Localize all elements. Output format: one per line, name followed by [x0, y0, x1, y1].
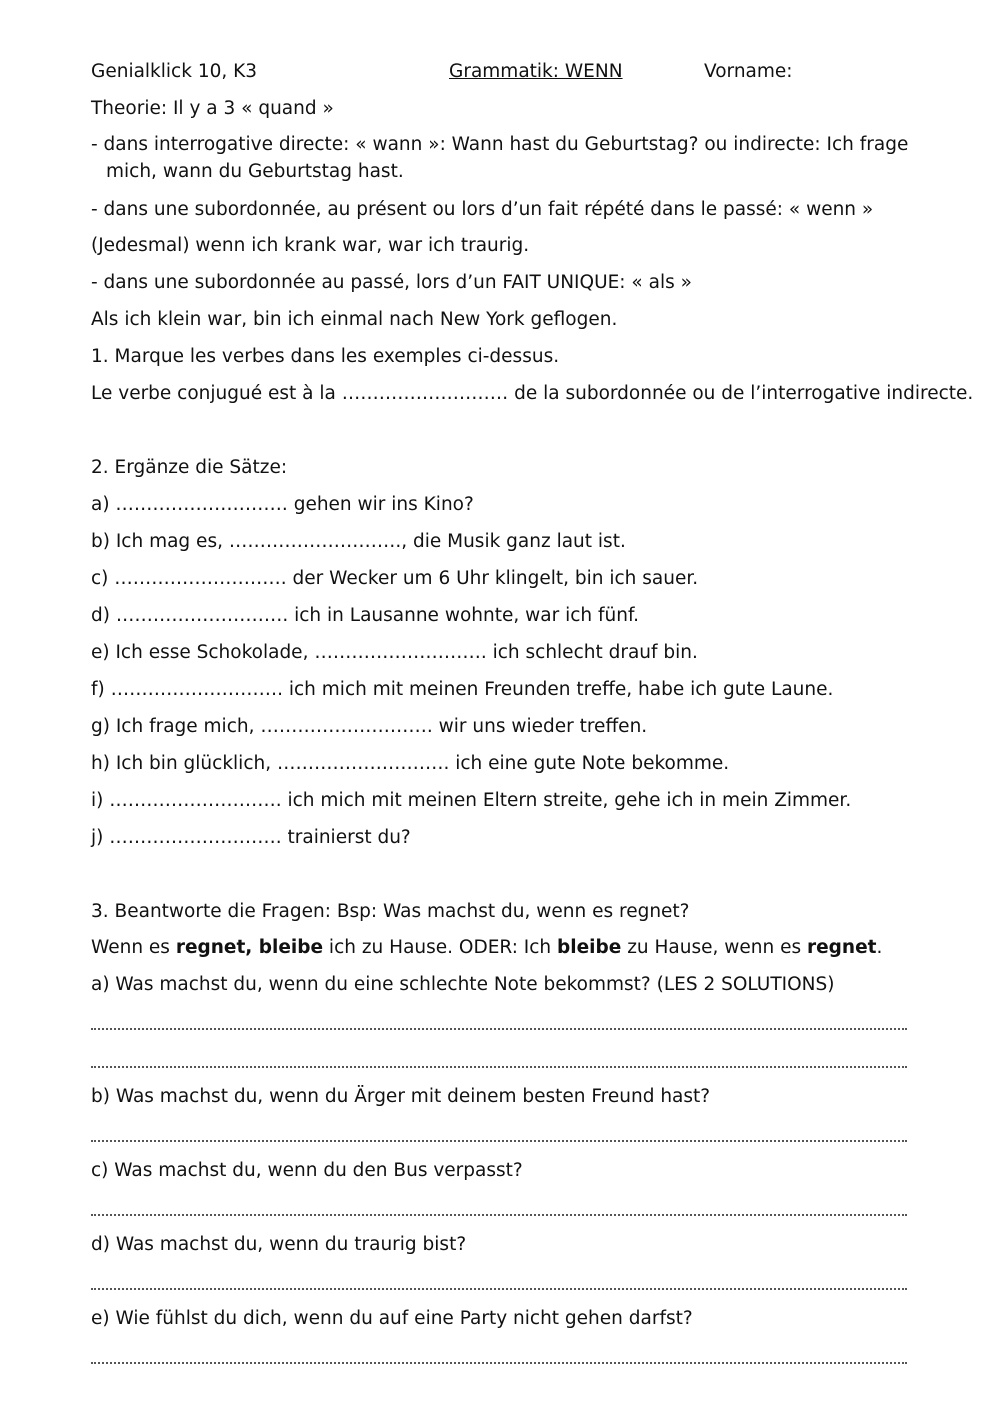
exercise-2-item: a) ………………………. gehen wir ins Kino?: [91, 494, 474, 515]
exercise-2-item: f) ………………………. ich mich mit meinen Freunden treffe, habe ich gute Laune.: [91, 679, 834, 700]
exercise-2-item: g) Ich frage mich, ………………………. wir uns wieder treffen.: [91, 716, 648, 737]
theory-rule-2: - dans une subordonnée, au présent ou lors d’un fait répété dans le passé: « wenn »: [91, 199, 874, 220]
exercise-2-item: c) ………………………. der Wecker um 6 Uhr klingelt, bin ich sauer.: [91, 568, 699, 589]
example-text: Wenn es: [91, 937, 176, 958]
theory-rule-2-example: (Jedesmal) wenn ich krank war, war ich traurig.: [91, 235, 530, 256]
exercise-3-question-e: e) Wie fühlst du dich, wenn du auf eine Party nicht gehen darfst?: [91, 1308, 693, 1329]
answer-line[interactable]: [91, 1214, 907, 1216]
exercise-2-title: 2. Ergänze die Sätze:: [91, 457, 288, 478]
example-bold-verb: regnet: [807, 937, 877, 958]
exercise-2-item: b) Ich mag es, ………………………., die Musik ganz laut ist.: [91, 531, 626, 552]
example-bold-verb: bleibe: [557, 937, 622, 958]
answer-line[interactable]: [91, 1066, 907, 1068]
answer-line[interactable]: [91, 1362, 907, 1364]
exercise-1-title: 1. Marque les verbes dans les exemples ci-dessus.: [91, 346, 560, 367]
exercise-2-item: h) Ich bin glücklich, ………………………. ich eine gute Note bekomme.: [91, 753, 730, 774]
header-course: Genialklick 10, K3: [91, 61, 258, 82]
theory-title: Theorie: Il y a 3 « quand »: [91, 98, 334, 119]
exercise-3-question-b: b) Was machst du, wenn du Ärger mit deinem besten Freund hast?: [91, 1086, 711, 1107]
header-title: Grammatik: WENN: [449, 61, 623, 82]
example-text: zu Hause, wenn es: [621, 937, 808, 958]
exercise-3-question-a: a) Was machst du, wenn du eine schlechte Note bekommst? (LES 2 SOLUTIONS): [91, 974, 835, 995]
exercise-1-sentence: Le verbe conjugué est à la ……………………… de la subordonnée ou de l’interrogative indirecte.: [91, 383, 974, 404]
answer-line[interactable]: [91, 1028, 907, 1030]
exercise-3-question-c: c) Was machst du, wenn du den Bus verpasst?: [91, 1160, 523, 1181]
exercise-2-item: j) ………………………. trainierst du?: [91, 827, 411, 848]
answer-line[interactable]: [91, 1288, 907, 1290]
example-text: ich zu Hause. ODER: Ich: [323, 937, 558, 958]
example-text: .: [876, 937, 883, 958]
exercise-2-item: d) ………………………. ich in Lausanne wohnte, war ich fünf.: [91, 605, 639, 626]
exercise-2-item: i) ………………………. ich mich mit meinen Eltern streite, gehe ich in mein Zimmer.: [91, 790, 852, 811]
theory-rule-3-example: Als ich klein war, bin ich einmal nach New York geflogen.: [91, 309, 618, 330]
exercise-3-example: [91, 937, 882, 959]
header-firstname-label: Vorname:: [704, 61, 793, 82]
exercise-3-title: 3. Beantworte die Fragen: Bsp: Was machst du, wenn es regnet?: [91, 901, 690, 922]
theory-rule-3: - dans une subordonnée au passé, lors d’un FAIT UNIQUE: « als »: [91, 272, 692, 293]
exercise-3-question-d: d) Was machst du, wenn du traurig bist?: [91, 1234, 467, 1255]
answer-line[interactable]: [91, 1140, 907, 1142]
exercise-2-item: e) Ich esse Schokolade, ………………………. ich schlecht drauf bin.: [91, 642, 698, 663]
theory-rule-1-line-2: mich, wann du Geburtstag hast.: [106, 161, 404, 182]
theory-rule-1-line-1: - dans interrogative directe: « wann »: Wann hast du Geburtstag? ou indirecte: Ich frage: [91, 134, 909, 155]
example-bold-verb: regnet, bleibe: [175, 937, 324, 958]
